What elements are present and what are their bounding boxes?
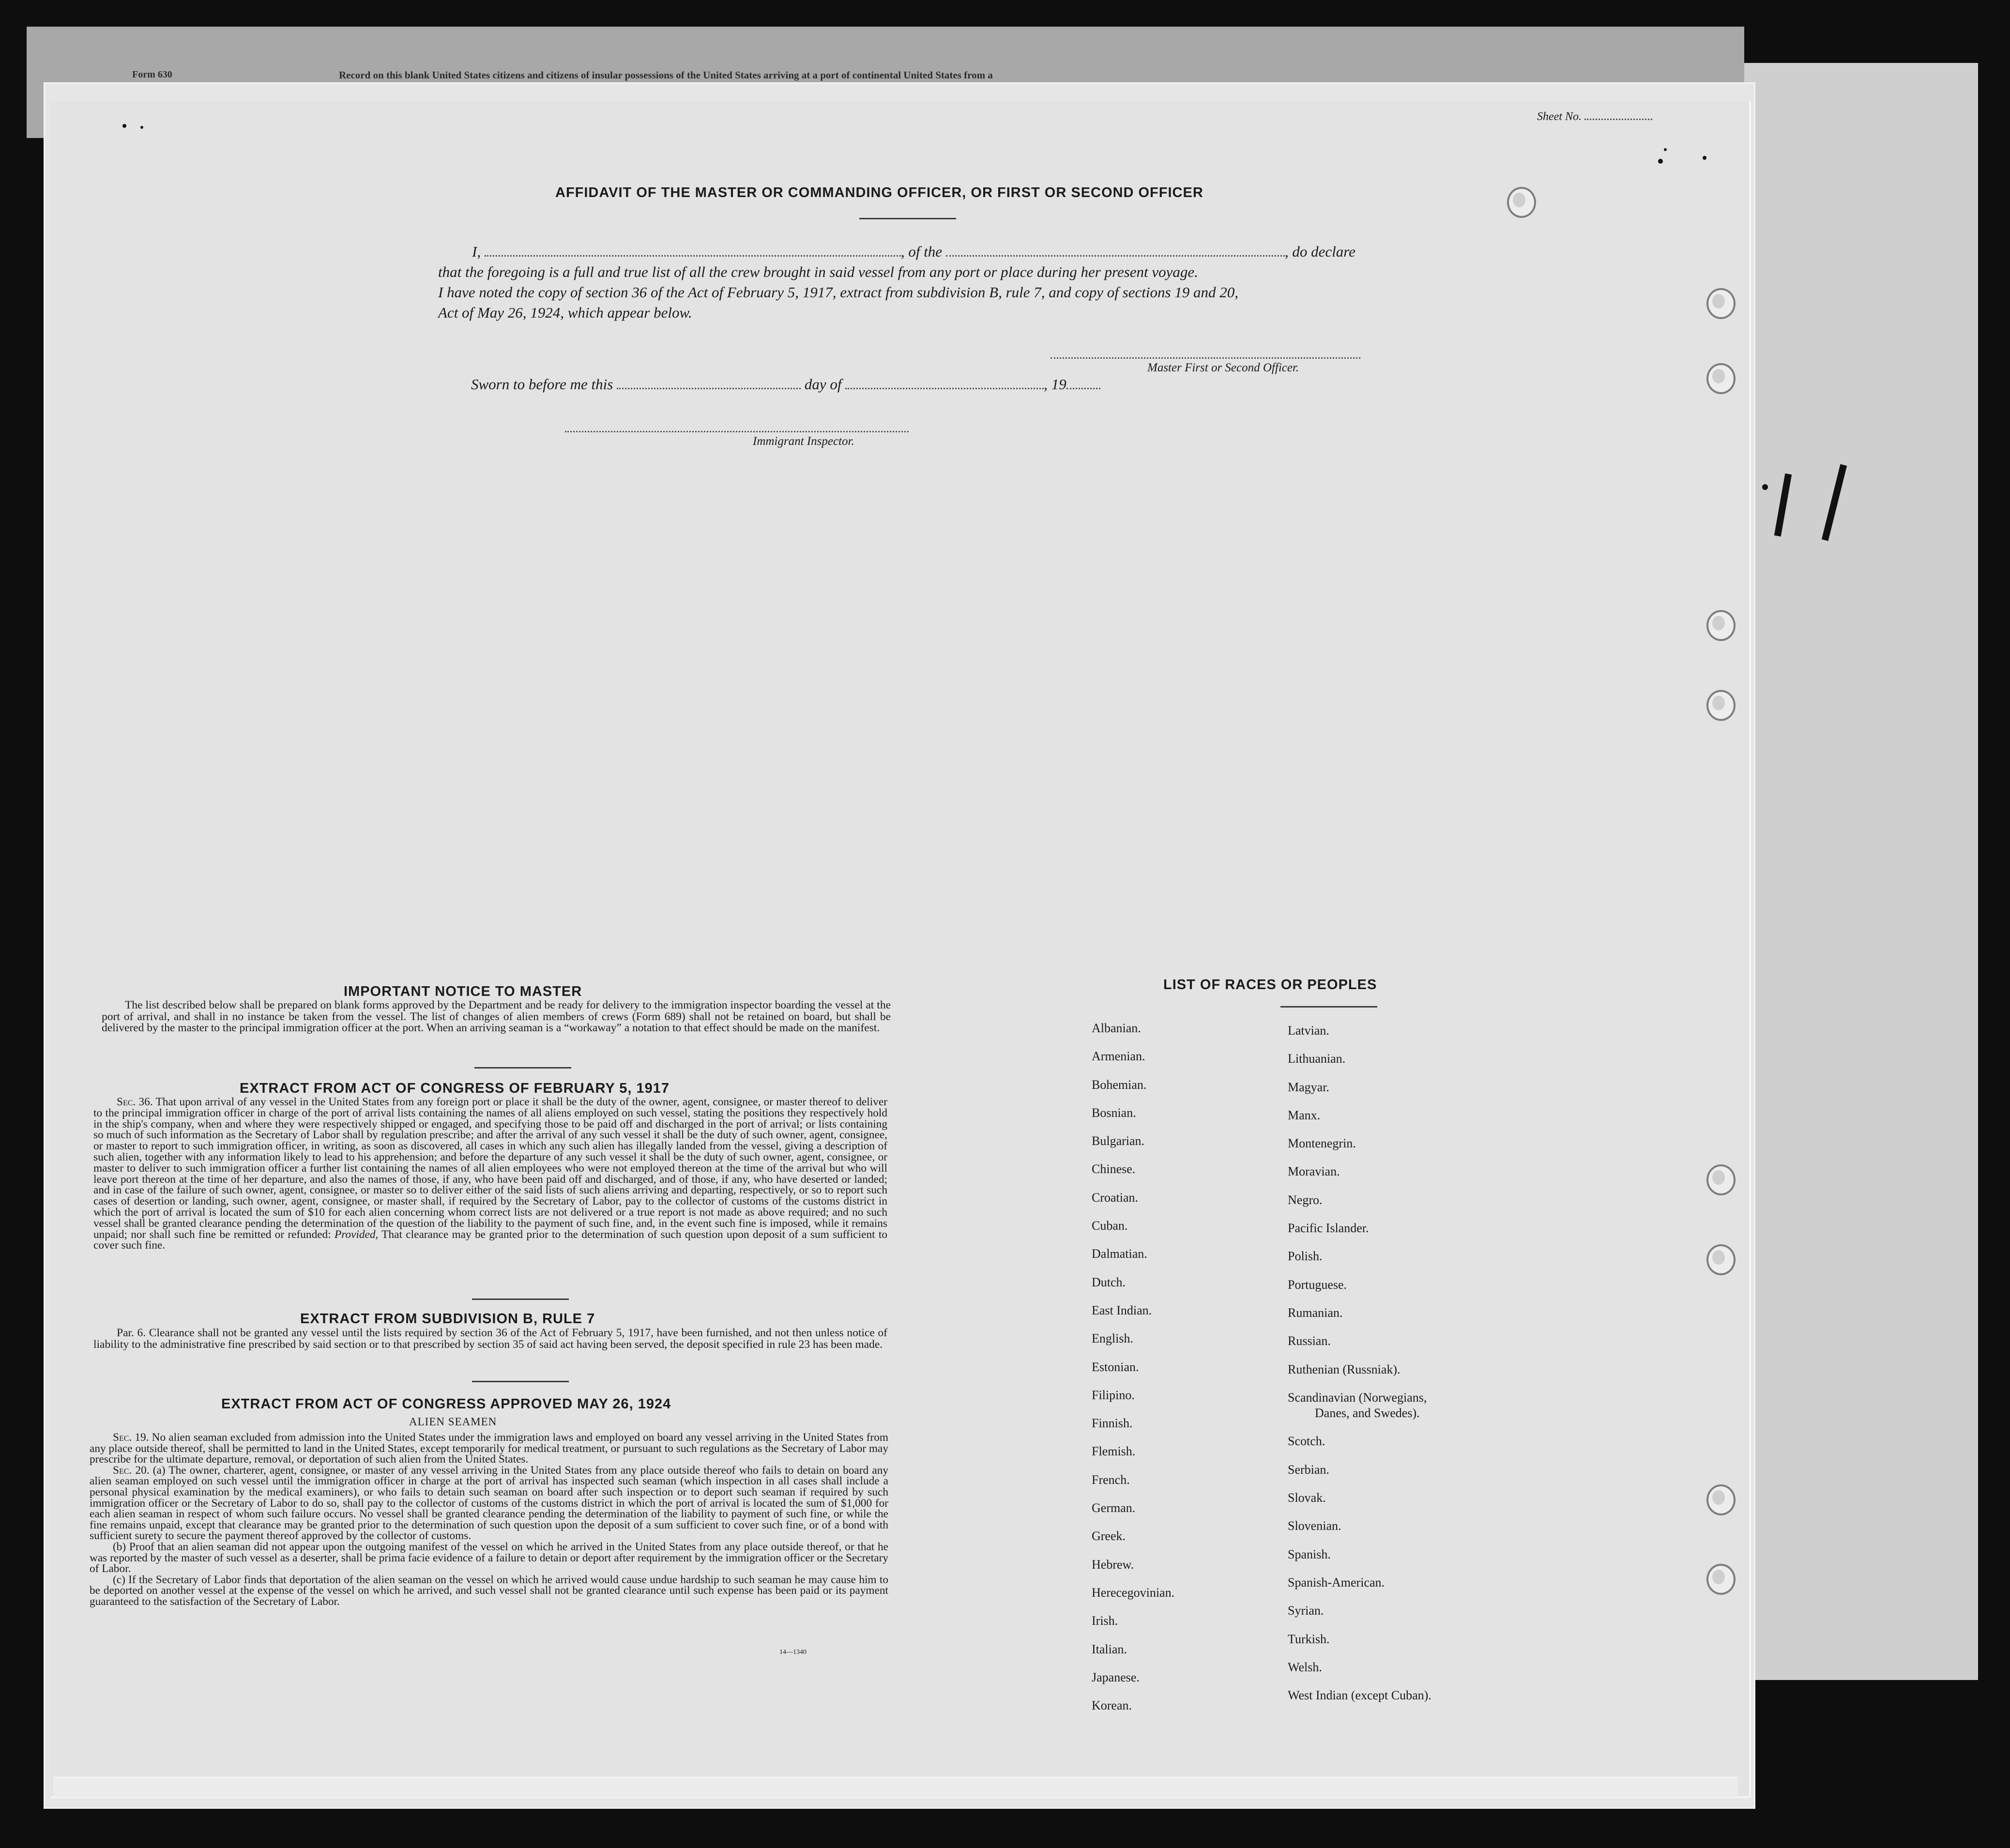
race-item: Chinese. [1092, 1162, 1136, 1176]
sworn-line: Sworn to before me this day of , 19 [471, 376, 1100, 393]
back-sheet-header: Record on this blank United States citizens and citizens of insular possessions of the United States arriving at a port of continental United States from a [339, 69, 993, 81]
underlying-sheet-bottom [53, 1777, 1738, 1797]
inspector-signature-label: Immigrant Inspector. [753, 435, 854, 448]
punch-hole [1706, 363, 1736, 394]
sheet-number-label: Sheet No. [1537, 110, 1582, 123]
race-item: Filipino. [1092, 1388, 1135, 1402]
race-item: Dutch. [1092, 1275, 1126, 1289]
race-item: Danes, and Swedes). [1315, 1406, 1420, 1420]
extract-1924-title: EXTRACT FROM ACT OF CONGRESS APPROVED MAY 26, 1924 [221, 1396, 671, 1412]
race-item: Latvian. [1288, 1023, 1329, 1038]
extract-1924-body: Sec. 19. No alien seaman excluded from admission into the United States under the immigration laws and employed on board any vessel arriving in the United States from any place outside thereof, shall be permitted to land in the United States, except temporarily for medical treatment, or pursuant to such regulations as the Secretary of Labor may prescribe for the ultimate departure, removal, or deportation of such alien from the United States. Sec. 20. (a) The owner, charterer, agent, consignee, or master of any vessel arriving in the United States from any place outside thereof who fails to detain on board any alien seaman employed on such vessel until the immigration officer in charge at the port of arrival has inspected such seaman (which inspection in all cases shall include a personal physical examination by the medical examiners), or who fails to detain such seaman on board after such inspection or to deport such seaman if required by such immigration officer or the Secretary of Labor to do so, shall pay to the collector of customs of the customs district in which the port of arrival is located the sum of $1,000 for each alien seaman in respect of whom such failure occurs. No vessel shall be granted clearance pending the determination of the liability to payment of such fine, or while the fine remains unpaid, except that clearance may be granted prior to the determination of such question upon the deposit of a sum sufficient to cover such fine, or of a bond with sufficient surety to secure the payment thereof approved by the collector of customs. (b) Proof that an alien seaman did not appear upon the outgoing manifest of the vessel on which he arrived in the United States from any place outside thereof, or that he was reported by the master of such vessel as a deserter, shall be prima facie evidence of a failure to detain or deport after requirement by the immigration officer or the Secretary of Labor. (c) If the Secretary of Labor finds that deportation of the alien seaman on the vessel on which he arrived would cause undue hardship to such seaman he may cause him to be deported on another vessel at the expense of the vessel on which he arrived, and such vessel shall not be granted clearance until such expense has been paid or its payment guaranteed to the satisfaction of the Secretary of Labor. [90, 1431, 889, 1608]
print-code: 14—1340 [779, 1649, 807, 1656]
race-item: East Indian. [1092, 1303, 1152, 1317]
extract-rule7-title: EXTRACT FROM SUBDIVISION B, RULE 7 [300, 1311, 595, 1327]
affidavit-line-1: I, , of the , do declare [472, 243, 1355, 260]
race-item: Turkish. [1288, 1632, 1330, 1646]
race-item: Portuguese. [1288, 1277, 1347, 1292]
race-item: Lithuanian. [1288, 1052, 1346, 1066]
notice-body: The list described below shall be prepared on blank forms approved by the Department and be ready for delivery to the immigration inspector boarding the vessel at the port of arrival, and shall in no instance be taken from the vessel. The list of changes of alien members of crews (Form 689) shall not be retained on board, but shall be delivered by the master to the principal immigration officer at the port. When an arriving seaman is a “workaway” a notation to that effect should be made on the manifest. [102, 999, 891, 1034]
races-rule [1280, 1006, 1377, 1008]
section-rule [472, 1298, 569, 1300]
race-item: Rumanian. [1288, 1305, 1343, 1320]
extract-rule7-body: Par. 6. Clearance shall not be granted any vessel until the lists required by section 36 of the Act of February 5, 1917, have been furnished, and not then unless notice of liability to the administrative fine prescribed by said section or to that prescribed by section 35 of said act having been served, the deposit specified in rule 23 has been made. [93, 1327, 887, 1351]
race-item: Bosnian. [1092, 1105, 1136, 1120]
races-left-column [1092, 1014, 1174, 1720]
races-right-column [1288, 1017, 1431, 1710]
race-item: Italian. [1092, 1642, 1127, 1656]
race-item: Serbian. [1288, 1462, 1329, 1477]
race-item: Syrian. [1288, 1604, 1324, 1618]
punch-hole [1706, 1244, 1736, 1275]
race-item: Scandinavian (Norwegians, [1288, 1390, 1427, 1405]
punch-hole [1706, 690, 1736, 721]
race-item: Estonian. [1092, 1359, 1139, 1374]
officer-signature-line [1051, 357, 1360, 359]
punch-hole [1507, 187, 1536, 218]
speck [140, 126, 143, 129]
notice-title: IMPORTANT NOTICE TO MASTER [344, 984, 582, 999]
race-item: Pacific Islander. [1288, 1221, 1369, 1236]
punch-hole [1706, 288, 1736, 319]
extract-1917-title: EXTRACT FROM ACT OF CONGRESS OF FEBRUARY 5, 1917 [240, 1081, 670, 1096]
race-item: Armenian. [1092, 1049, 1145, 1064]
sworn-day-blank [617, 383, 801, 389]
race-item: Finnish. [1092, 1416, 1133, 1431]
race-item: Irish. [1092, 1614, 1118, 1628]
race-item: Bulgarian. [1092, 1134, 1145, 1148]
race-item: Negro. [1288, 1192, 1323, 1207]
speck [1664, 148, 1667, 151]
race-item: Greek. [1092, 1529, 1126, 1543]
race-item: Magyar. [1288, 1080, 1329, 1094]
speck [122, 124, 126, 128]
race-item: Slovak. [1288, 1491, 1326, 1505]
punch-hole [1706, 610, 1736, 641]
races-title: LIST OF RACES OR PEOPLES [1163, 977, 1377, 993]
name-blank [485, 250, 901, 257]
race-item: German. [1092, 1501, 1136, 1515]
affidavit-line-3: I have noted the copy of section 36 of the Act of February 5, 1917, extract from subdivision B, rule 7, and copy of sections 19 and 20, [438, 284, 1239, 301]
title-rule [859, 218, 956, 219]
form-number: Form 630 [132, 69, 172, 80]
race-item: Bohemian. [1092, 1077, 1147, 1092]
race-item: Slovenian. [1288, 1519, 1341, 1533]
race-item: Spanish. [1288, 1547, 1331, 1561]
race-item: French. [1092, 1472, 1130, 1487]
speck [1658, 159, 1663, 164]
affidavit-line-2: that the foregoing is a full and true list of all the crew brought in said vessel from any port or place during her present voyage. [438, 263, 1198, 280]
race-item: Moravian. [1288, 1164, 1340, 1179]
race-item: West Indian (except Cuban). [1288, 1688, 1431, 1703]
vessel-blank [946, 250, 1285, 257]
sworn-year-blank [1066, 383, 1100, 389]
extract-1917-body: Sec. 36. That upon arrival of any vessel in the United States from any foreign port or place it shall be the duty of the owner, agent, consignee, or master thereof to deliver to the principal immigration officer in charge of the port of arrival lists containing the names of all aliens employed on such vessel, stating the positions they respectively hold in the ship's company, when and where they were respectively shipped or engaged, and specifying those to be paid off and discharged in the port of arrival; or lists containing so much of such information as the Secretary of Labor shall by regulation prescribe; and after the arrival of any such vessel it shall be the duty of such owner, agent, consignee, or master to report to such immigration officer, in writing, as soon as discovered, all cases in which any such alien has illegally landed from the vessel, giving a description of such alien, together with any information likely to lead to his apprehension; and before the departure of any such vessel it shall be the duty of such owner, agent, consignee, or master to deliver to such immigration officer a further list containing the names of all alien employees who were not employed thereon at the time of the arrival but who will leave port thereon at the time of her departure, and also the names of those, if any, who have been paid off and discharged, and of those, if any, who have deserted or landed; and in case of the failure of such owner, agent, consignee, or master so to deliver either of the said lists of such aliens arriving and departing, respectively, or so to report such cases of desertion or landing, such owner, agent, consignee, or master shall, if required by the Secretary of Labor, pay to the collector of customs of the customs district in which the port of arrival is located the sum of $10 for each alien concerning whom correct lists are not delivered or a true report is not made as above required; and no such vessel shall be granted clearance pending the determination of the question of the liability to the payment of such fine, and, in the event such fine is imposed, while it remains unpaid; nor shall such fine be remitted or refunded: Provided, That clearance may be granted prior to the determination of such question upon deposit of a sum sufficient to cover such fine. [93, 1096, 888, 1252]
race-item: Polish. [1288, 1249, 1323, 1264]
sheet-number-field [1537, 110, 1652, 123]
punch-hole [1706, 1164, 1736, 1195]
underlying-sheet-right [1723, 63, 1978, 1680]
ink-dot [1762, 484, 1768, 490]
section-rule [472, 1381, 569, 1382]
race-item: Hebrew. [1092, 1557, 1134, 1572]
section-rule [474, 1067, 571, 1069]
affidavit-page [51, 102, 1751, 1798]
race-item: Flemish. [1092, 1444, 1136, 1459]
race-item: Cuban. [1092, 1219, 1128, 1233]
race-item: Montenegrin. [1288, 1136, 1356, 1151]
race-item: Japanese. [1092, 1670, 1140, 1684]
affidavit-line-4: Act of May 26, 1924, which appear below. [438, 304, 692, 321]
race-item: Herecegovinian. [1092, 1585, 1175, 1600]
inspector-signature-line [565, 431, 909, 432]
race-item: Scotch. [1288, 1434, 1325, 1449]
race-item: Dalmatian. [1092, 1247, 1147, 1261]
affidavit-title: AFFIDAVIT OF THE MASTER OR COMMANDING OFFICER, OR FIRST OR SECOND OFFICER [555, 185, 1203, 200]
race-item: Albanian. [1092, 1021, 1141, 1035]
punch-hole [1706, 1564, 1736, 1595]
punch-hole [1706, 1484, 1736, 1515]
race-item: English. [1092, 1331, 1133, 1346]
race-item: Ruthenian (Russniak). [1288, 1362, 1401, 1376]
speck [1703, 156, 1706, 160]
sworn-month-blank [845, 383, 1044, 389]
race-item: Manx. [1288, 1108, 1321, 1122]
race-item: Russian. [1288, 1334, 1331, 1348]
officer-signature-label: Master First or Second Officer. [1147, 361, 1299, 374]
alien-seamen-subtitle: ALIEN SEAMEN [409, 1416, 497, 1428]
race-item: Welsh. [1288, 1660, 1322, 1674]
race-item: Croatian. [1092, 1190, 1139, 1205]
race-item: Spanish-American. [1288, 1575, 1385, 1589]
race-item: Korean. [1092, 1698, 1132, 1713]
